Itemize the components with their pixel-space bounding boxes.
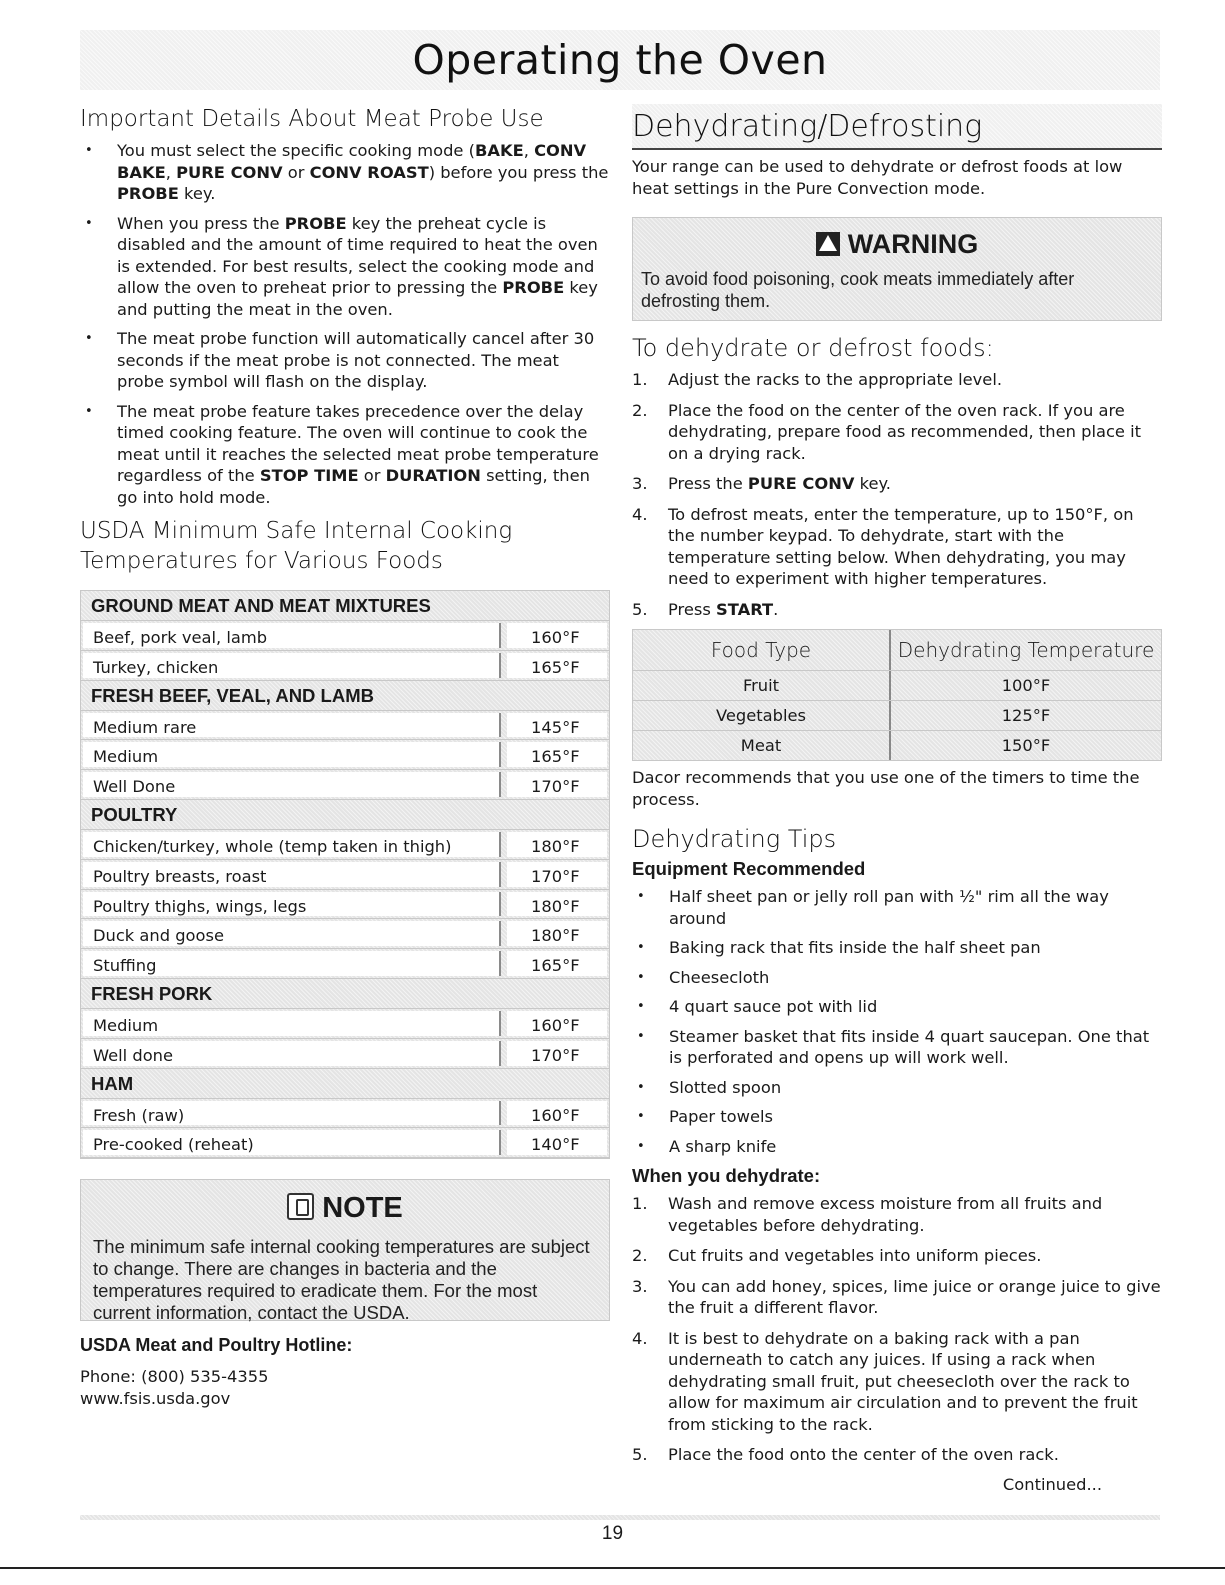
dehydrate-steps-list — [632, 369, 1162, 620]
text-run: key. — [178, 184, 216, 203]
table-row — [81, 740, 609, 770]
step-text: Wash and remove excess moisture from all fruits and vegetables before dehydrating. — [668, 1194, 1103, 1235]
table-row — [81, 1128, 609, 1158]
food-cell: Medium rare — [83, 713, 501, 738]
food-cell: Chicken/turkey, whole (temp taken in thigh) — [83, 832, 501, 857]
text-run: key. — [854, 474, 891, 493]
header-dehydrating-temperature: Dehydrating Temperature — [897, 638, 1155, 662]
probe-heading: Important Details About Meat Probe Use — [80, 106, 544, 132]
temperature-cell: 165°F — [507, 951, 607, 976]
table-category: POULTRY — [81, 800, 609, 830]
dehydrate-step — [632, 400, 1162, 465]
dehydrating-table-row — [633, 700, 1161, 730]
when-steps-list — [632, 1193, 1162, 1466]
tips-heading: Dehydrating Tips — [632, 825, 837, 853]
note-header — [81, 1180, 609, 1232]
bold-key-text: DURATION — [385, 466, 481, 485]
text-run: , — [523, 141, 535, 160]
text-run: Place the food on the center of the oven rack. If you are dehydrating, prepare food as recommended, then place it on a drying rack. — [668, 400, 1142, 463]
temperature-cell: 125°F — [1001, 706, 1051, 725]
food-cell: Duck and goose — [83, 921, 501, 946]
food-cell: Well Done — [83, 772, 501, 797]
dehydrating-intro: Your range can be used to dehydrate or defrost foods at low heat settings in the Pure Convection mode. — [632, 157, 1123, 198]
hotline-phone: Phone: (800) 535-4355 — [80, 1367, 269, 1387]
dehydrate-step — [632, 473, 1162, 495]
equipment-item: • A sharp knife — [632, 1136, 1162, 1158]
bold-key-text: PURE CONV — [747, 474, 855, 493]
note-box — [80, 1179, 610, 1324]
equipment-item: • Cheesecloth — [632, 967, 1162, 989]
bold-key-text: BAKE — [474, 141, 524, 160]
table-row — [81, 830, 609, 860]
probe-bullet-list — [80, 140, 610, 508]
equipment-item: • Half sheet pan or jelly roll pan with ½" rim all the way around — [632, 886, 1162, 929]
step-text: You can add honey, spices, lime juice or orange juice to give the fruit a different flavor. — [668, 1276, 1161, 1317]
page-title: Operating the Oven — [412, 36, 828, 84]
temperature-cell: 170°F — [507, 772, 607, 797]
food-cell: Turkey, chicken — [83, 653, 501, 678]
text-run: key and putting the meat in the oven. — [117, 278, 598, 319]
text-run: When you press the — [117, 213, 285, 233]
bold-key-text: PROBE — [284, 213, 347, 233]
table-category: GROUND MEAT AND MEAT MIXTURES — [81, 591, 609, 621]
step-number: 2. — [632, 1246, 648, 1265]
when-step — [632, 1444, 1162, 1466]
table-category: FRESH BEEF, VEAL, AND LAMB — [81, 681, 609, 711]
step-number: 1. — [632, 370, 648, 389]
temperature-cell: 160°F — [507, 1011, 607, 1036]
text-run: key the preheat cycle is disabled and the amount of time required to heat the oven is extended. For best results, select the cooking mode and allow the oven to preheat prior to pressing the — [117, 213, 598, 297]
food-cell: Fresh (raw) — [83, 1101, 501, 1126]
dehydrating-temperature-table — [632, 629, 1162, 761]
note-label: NOTE — [322, 1192, 403, 1225]
right-column — [632, 104, 1162, 1494]
table-category: FRESH PORK — [81, 979, 609, 1009]
text-run: setting, then go into hold mode. — [117, 466, 590, 507]
text-run: Press — [668, 599, 717, 619]
text-run: or — [358, 466, 386, 485]
temperature-cell: 165°F — [507, 653, 607, 678]
footer-rule — [80, 1515, 1160, 1520]
equipment-list — [632, 886, 1162, 1157]
dehydrate-step — [632, 369, 1162, 391]
probe-bullet — [80, 213, 610, 321]
temperature-cell: 165°F — [507, 742, 607, 767]
temperature-cell: 150°F — [1001, 736, 1051, 755]
warning-label: WARNING — [847, 229, 979, 259]
temperature-cell: 140°F — [507, 1130, 607, 1155]
text-run: To defrost meats, enter the temperature, up to 150°F, on the number keypad. To dehydrate, start with the temperature setting below. When dehydrating, you may need to experiment with higher temperatures. — [668, 504, 1134, 588]
step-number: 3. — [632, 1276, 648, 1296]
table-row — [81, 1099, 609, 1129]
hotline-url: www.fsis.usda.gov — [80, 1388, 231, 1408]
text-run: , — [165, 162, 177, 182]
when-step — [632, 1245, 1162, 1267]
bold-key-text: CONV ROAST — [309, 162, 429, 182]
warning-box — [632, 217, 1162, 321]
text-run: . — [773, 599, 779, 619]
food-cell: Beef, pork veal, lamb — [83, 623, 501, 648]
text-run: or — [282, 162, 310, 182]
bold-key-text: PROBE — [117, 184, 179, 203]
dehydrating-table-row — [633, 730, 1161, 760]
table-row — [81, 770, 609, 800]
text-run: Adjust the racks to the appropriate level. — [668, 370, 1003, 389]
usda-heading: USDA Minimum Safe Internal Cooking Temperatures for Various Foods — [80, 518, 513, 574]
bottom-edge-line — [0, 1567, 1225, 1569]
usda-temperature-table — [80, 590, 610, 1159]
temperature-cell: 100°F — [1001, 676, 1051, 695]
warning-triangle-icon — [816, 232, 840, 256]
timer-note: Dacor recommends that you use one of the timers to time the process. — [632, 768, 1140, 809]
temperature-cell: 145°F — [507, 713, 607, 738]
continued-label: Continued... — [1002, 1474, 1102, 1494]
temperature-cell: 170°F — [507, 1041, 607, 1066]
table-row — [81, 890, 609, 920]
step-text: Cut fruits and vegetables into uniform pieces. — [668, 1246, 1042, 1265]
food-type-cell: Vegetables — [633, 701, 891, 730]
text-run: Press the — [668, 474, 748, 493]
bold-key-text: START — [716, 599, 774, 619]
dehydrating-table-row — [633, 670, 1161, 700]
temperature-cell: 180°F — [507, 832, 607, 857]
step-number: 5. — [632, 599, 648, 619]
step-number: 4. — [632, 1328, 648, 1348]
bold-key-text: CONV BAKE — [117, 141, 587, 182]
text-run: The meat probe function will automatically cancel after 30 seconds if the meat probe is not connected. The meat probe symbol will flash on the display. — [117, 329, 595, 391]
steps-heading: To dehydrate or defrost foods: — [632, 334, 994, 362]
when-step — [632, 1193, 1162, 1236]
when-step — [632, 1276, 1162, 1319]
when-title: When you dehydrate: — [632, 1165, 821, 1186]
food-cell: Stuffing — [83, 951, 501, 976]
food-cell: Medium — [83, 1011, 501, 1036]
step-number: 3. — [632, 474, 648, 493]
dehydrating-heading: Dehydrating/Defrosting — [632, 109, 983, 144]
text-run: ) before you press the — [428, 162, 609, 182]
table-row — [81, 1009, 609, 1039]
temperature-cell: 180°F — [507, 892, 607, 917]
step-text: Place the food onto the center of the oven rack. — [668, 1445, 1059, 1464]
food-cell: Poultry thighs, wings, legs — [83, 892, 501, 917]
dehydrate-step — [632, 599, 1162, 621]
food-cell: Medium — [83, 742, 501, 767]
warning-header — [633, 218, 1161, 268]
step-number: 1. — [632, 1194, 648, 1213]
warning-text: To avoid food poisoning, cook meats immediately after defrosting them. — [641, 269, 1075, 311]
page-title-banner — [80, 30, 1160, 90]
food-type-cell: Meat — [633, 731, 891, 760]
table-row — [81, 860, 609, 890]
equipment-item: • Baking rack that fits inside the half sheet pan — [632, 937, 1162, 959]
table-row — [81, 949, 609, 979]
table-row — [81, 919, 609, 949]
table-row — [81, 651, 609, 681]
food-cell: Poultry breasts, roast — [83, 862, 501, 887]
hotline-title: USDA Meat and Poultry Hotline: — [80, 1335, 353, 1356]
text-run: You must select the specific cooking mode ( — [117, 141, 475, 160]
probe-bullet — [80, 328, 610, 393]
equipment-item: • Paper towels — [632, 1106, 1162, 1128]
left-column — [80, 104, 610, 1409]
probe-bullet — [80, 140, 610, 205]
equipment-item: • Slotted spoon — [632, 1077, 1162, 1099]
equipment-item: • 4 quart sauce pot with lid — [632, 996, 1162, 1018]
step-text: It is best to dehydrate on a baking rack with a pan underneath to catch any juices. If using a rack when dehydrating small fruit, put cheesecloth over the rack to allow for maximum air circulation and to prevent the fruit from sticking to the rack. — [668, 1328, 1138, 1434]
step-number: 2. — [632, 400, 648, 420]
probe-bullet — [80, 401, 610, 509]
food-cell: Pre-cooked (reheat) — [83, 1130, 501, 1155]
food-cell: Well done — [83, 1041, 501, 1066]
dehydrating-table-header — [633, 630, 1161, 670]
dehydrating-heading-bar — [632, 104, 1162, 150]
dehydrate-step — [632, 504, 1162, 590]
bold-key-text: STOP TIME — [259, 466, 359, 485]
step-number: 5. — [632, 1445, 648, 1464]
bold-key-text: PURE CONV — [176, 162, 283, 182]
when-step — [632, 1328, 1162, 1436]
equipment-item: • Steamer basket that fits inside 4 quart saucepan. One that is perforated and opens up will work well. — [632, 1026, 1162, 1069]
equipment-title: Equipment Recommended — [632, 858, 866, 879]
temperature-cell: 160°F — [507, 623, 607, 648]
text-run: The meat probe feature takes precedence over the delay timed cooking feature. The oven will continue to cook the meat until it reaches the selected meat probe temperature regardless of the — [117, 401, 599, 485]
table-row — [81, 711, 609, 741]
table-category: HAM — [81, 1069, 609, 1099]
table-row — [81, 1039, 609, 1069]
table-row — [81, 621, 609, 651]
temperature-cell: 180°F — [507, 921, 607, 946]
step-number: 4. — [632, 504, 648, 524]
bold-key-text: PROBE — [502, 278, 565, 297]
food-type-cell: Fruit — [633, 671, 891, 700]
page-number: 19 — [601, 1523, 624, 1544]
temperature-cell: 170°F — [507, 862, 607, 887]
note-hand-icon — [287, 1193, 314, 1220]
header-food-type: Food Type — [633, 630, 891, 670]
temperature-cell: 160°F — [507, 1101, 607, 1126]
note-text: The minimum safe internal cooking temperatures are subject to change. There are changes in bacteria and the temperatures required to eradicate them. For the most current information, contact the USDA. — [93, 1236, 590, 1324]
